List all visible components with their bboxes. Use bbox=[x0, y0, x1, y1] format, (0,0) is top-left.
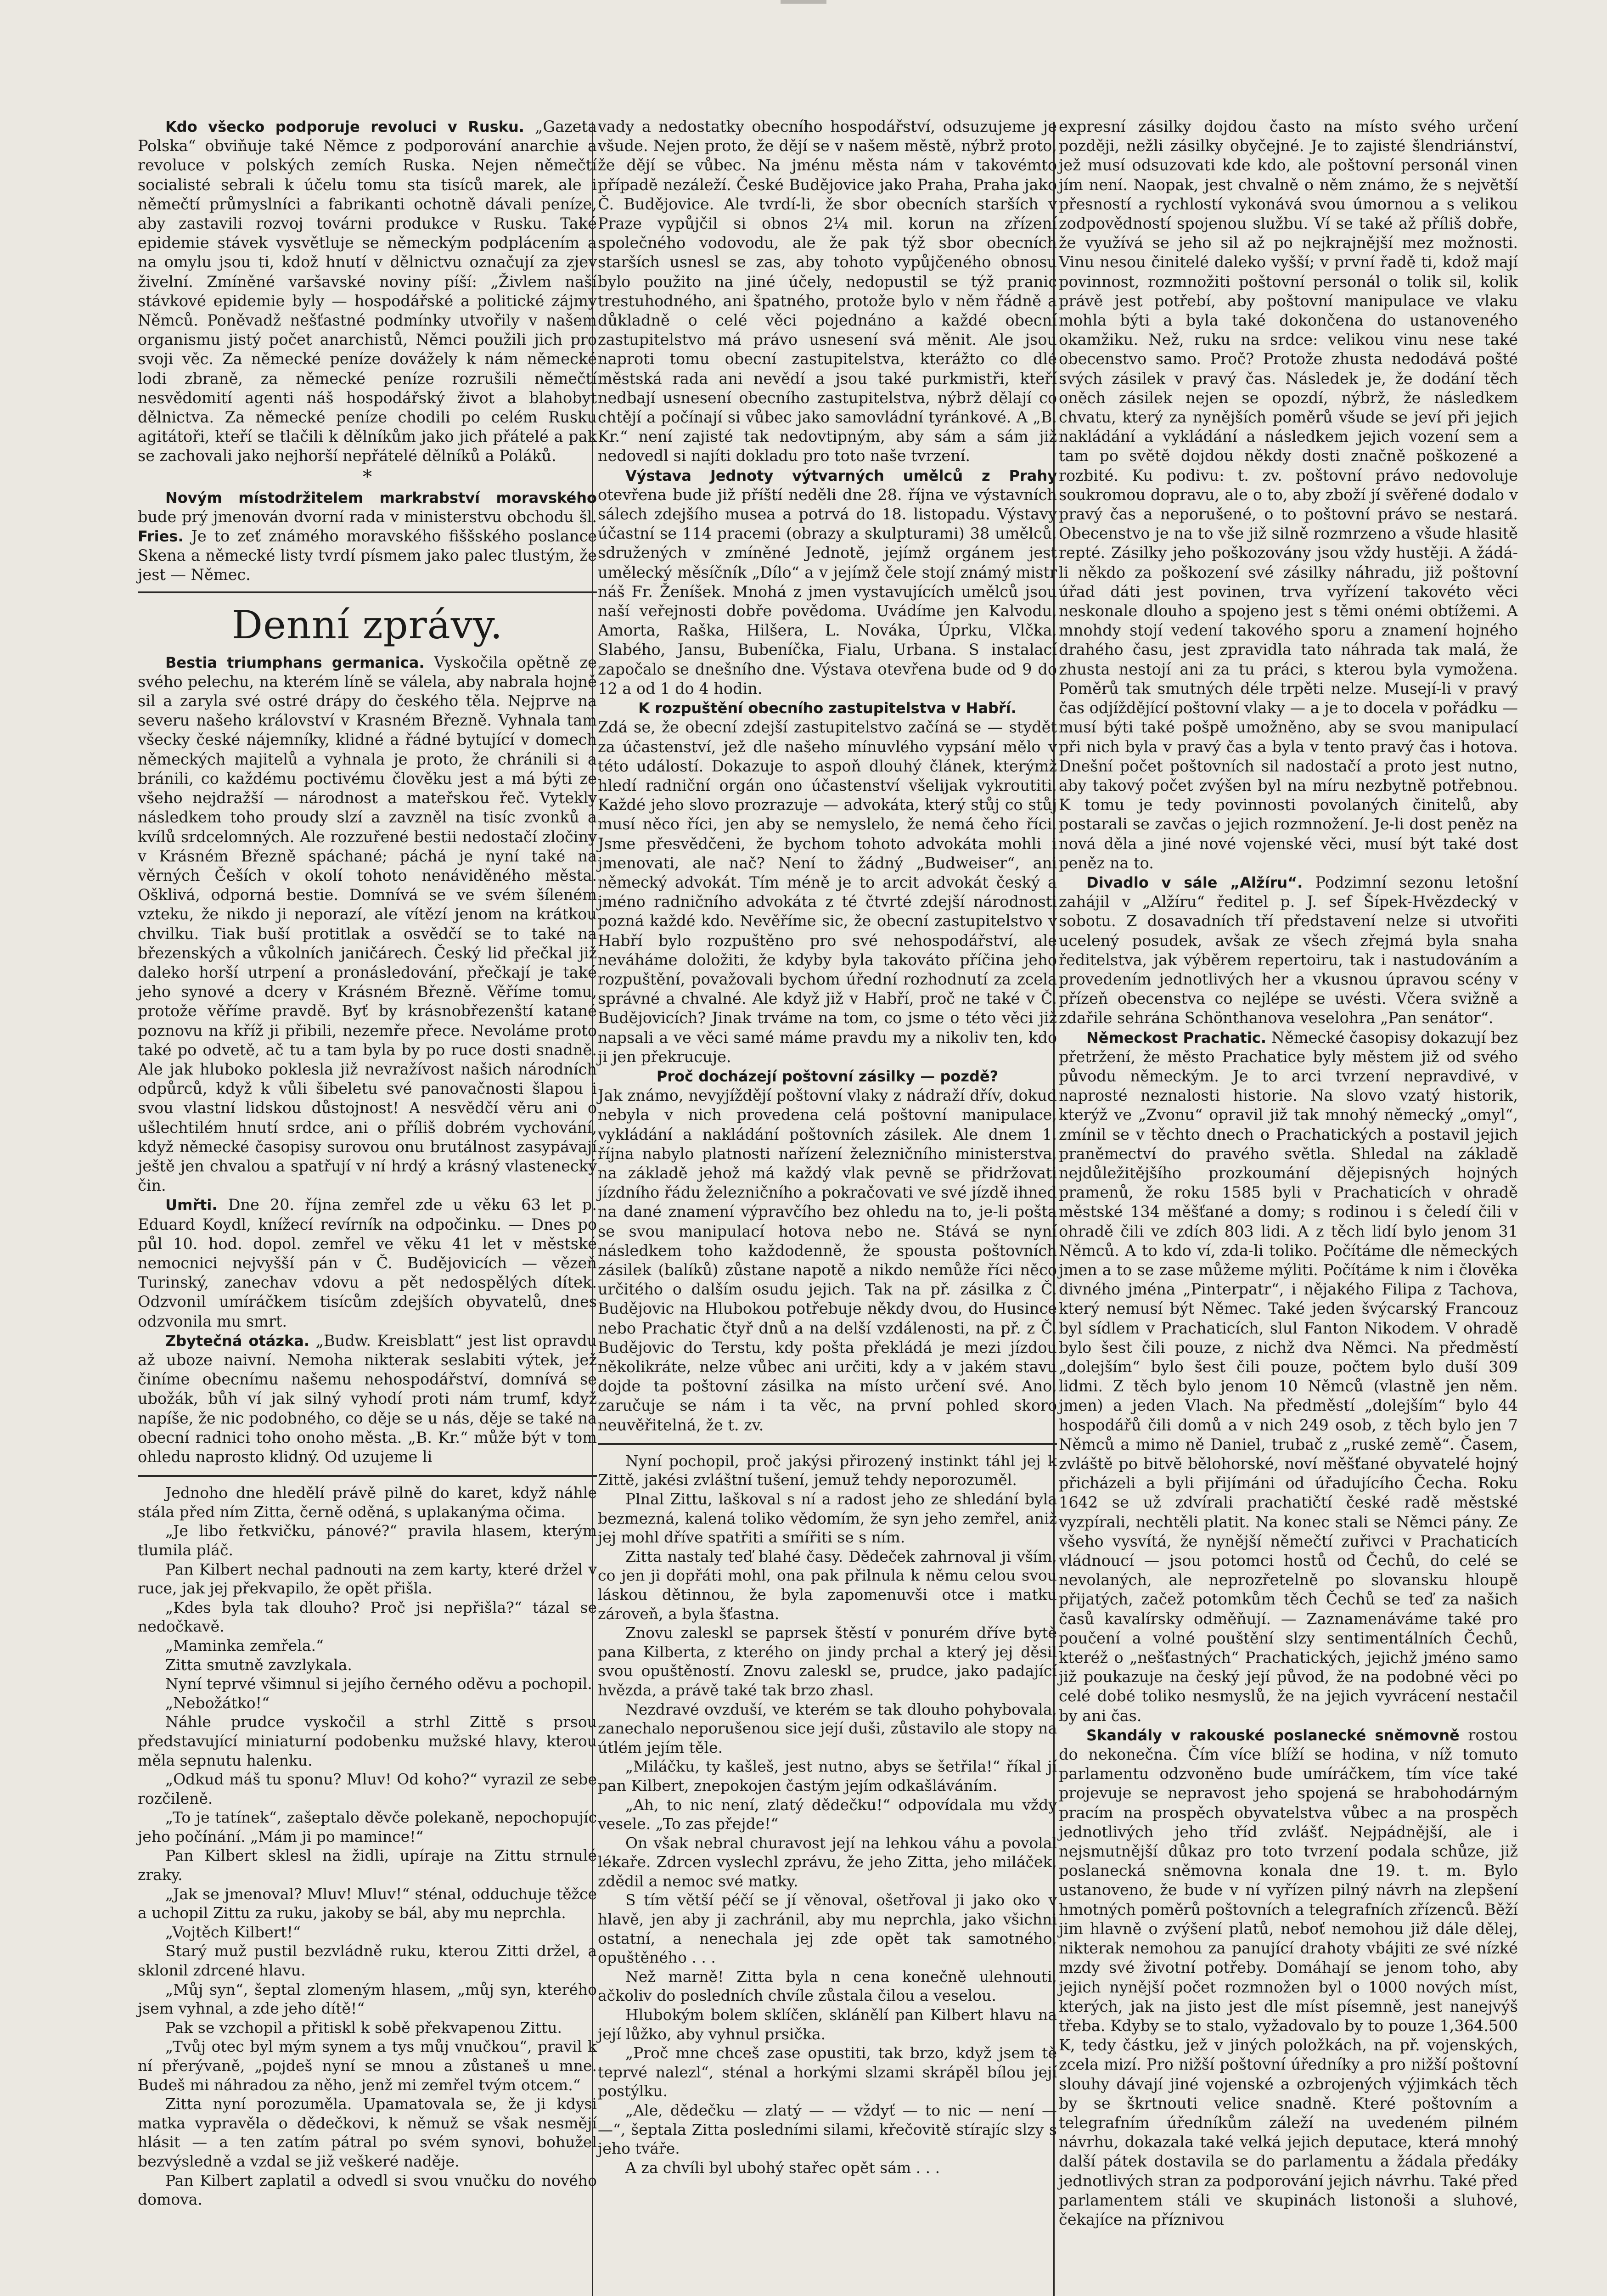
story-paragraph: Než marně! Zitta byla n cena konečně ulehnouti, ačkoliv do posledních chvíle zůstala čilou a veselou. bbox=[598, 1967, 1057, 2005]
article-governor-heading: Novým místodržitelem markrabství moravského bbox=[165, 489, 597, 506]
story-paragraph: „Můj syn“, šeptal zlomeným hlasem, „můj syn, kterého jsem vyhnal, a zde jeho dítě!“ bbox=[138, 1980, 597, 2018]
article-revolution bbox=[138, 117, 597, 466]
article-theatre-heading: Divadlo v sále „Alžíru“. bbox=[1086, 873, 1303, 891]
article-deaths bbox=[138, 1195, 597, 1331]
story-paragraph: „Nebožátko!“ bbox=[165, 1694, 270, 1712]
article-scandals bbox=[1059, 1726, 1518, 2229]
story-paragraph: Pak se vzchopil a přitiskl k sobě překvapenou Zittu. bbox=[165, 2018, 562, 2037]
article-habri-body: Zdá se, že obecní zdejší zastupitelstvo začíná se — stydět za účastenství, jež dle našeho mínuvlého vypsání mělo v této událostí. Dokazuje to aspoň dlouhý článek, kterýmž hledí radniční orgán ono účastenství všelijak vykroutiti. Každé jeho slovo prozrazuje — advokáta, který stůj co stůj musí něco říci, jen aby se nemyslelo, že nemá čeho říci. Jsme přesvědčeni, že bychom tohoto advokáta mohli i jmenovati, ale nač? Není to žádný „Budweiser“, ani německý advokát. Tím méně je to arcit advokát český a jméno radničního advokáta z té čtvrté zdejší národnosti pozná každé kdo. Nevěříme sic, že obecní zastupitelstvo v Habří bylo rozpuštěno pro své nehospodářství, ale neváháme doložiti, že kdyby byla takováto příčina jeho rozpuštění, považovali bychom úřední rozhodnutí za zcela správné a chvalné. Ale když již v Habří, proč ne také v Č. Budějovicích? Jinak trváme na tom, co jsme o této věci již napsali a ve věci samé máme pravdu my a nikoliv ten, kdo ji jen překrucuje. bbox=[598, 718, 1057, 1066]
article-question bbox=[138, 1331, 597, 1467]
article-bestia-heading: Bestia triumphans germanica. bbox=[165, 653, 425, 671]
page-edge-mark bbox=[781, 0, 826, 4]
feuilleton-part-2 bbox=[598, 1452, 1057, 2178]
article-question-continued: vady a nedostatky obecního hospodářství, odsuzujeme je všude. Nejen proto, že dějí se v našem městě, nýbrž proto, že dějí se vůbec. Na jménu města nám v takovémto případě nezáleží. České Budějovice jako Praha, Praha jako Č. Budějovice. Ale tvrdí-li, že sbor obecních starších v Praze vypůjčil si obnos 2¼ mil. korun na zřízení společného vodovodu, ale že pak týž sbor obecních starších usnesl se zas, aby tohoto vypůjčeného obnosu bylo použito na jiné účely, nedopustil se týž pranic trestuhodného, ani špatného, protože bylo v něm řádně a důkladně o celé věci pojednáno a každé obecní zastupitelstvo má právo usnesení svá měnit. Ale jsou naproti tomu obecní zastupitelstva, kterážto co dlé městská rada ani nevědí a jsou také purkmistři, kteří nedbají usnesení obecního zastupitelstva, nýbrž dělají co chtějí a počínají si vůbec jako samovládní tyránkové. A „B. Kr.“ není zajisté tak nedovtipným, aby sám a sám již nedovedl si najíti dokladu pro toto naše tvrzení. bbox=[598, 118, 1057, 465]
article-deaths-heading: Umřti. bbox=[165, 1196, 218, 1214]
article-post-heading-wrap bbox=[598, 1067, 1057, 1086]
story-paragraph: S tím větší péčí se jí věnoval, ošetřoval ji jako oko v hlavě, jen aby ji zachránil, aby mu neprchla, jako všichni ostatní, a nenechala jej zde opět tak samotného, opuštěného . . . bbox=[598, 1891, 1057, 1967]
article-theatre bbox=[1059, 873, 1518, 1028]
article-governor-rest: Je to zeť známého moravského fiššského poslance Skena a německé listy tvrdí písmem jako palec tlustým, že jest — Němec. bbox=[138, 527, 597, 584]
article-habri-heading-wrap bbox=[598, 698, 1057, 718]
article-bestia-body: Vyskočila opětně ze svého pelechu, na kterém líně se válela, aby nabrala hojně sil a zaryla své ostré drápy do českého těla. Nejprve na severu našeho království v Krasném Březně. Vyhnala tam všecky české nájemníky, klidné a řádné bytující v domech německých majitelů a vyhnala je proto, že chránili si a bránili, co každému poctivému člověku jest a má býti ze všeho nejdražší — národnost a mateřskou řeč. Vytekly následkem toho proudy slzí a zavzněl na tisíc zvonků a kvílů srdcelomných. Ale rozzuřené bestii nedostačí zločiny v Krásném Březně spáchané; páchá je nyní také na věrných Češích v okolí tohoto nenáviděného města. Ošklivá, odporná bestie. Domnívá se ve svém šíleném vzteku, že nikdo ji neporazí, ale vítězí jenom na krátkou chvilku. Tiak buší protitlak a osvědčí se to také na březenských a vůkolních janičárech. Český lid přečkal již daleko horší utrpení a pronásledování, přečkají je také jeho synové a dcery v Krásném Březně. Věříme tomu, protože věříme pravdě. Byť by krásnobřezenští katané poznovu na kříž ji přibili, nezemře přece. Nevoláme proto také po odvetě, ač tu a tam byla by po ruce dosti snadně. Ale jak hluboko poklesla již nevražívost našich národních odpůrců, když k vůli šibeletu své panovačnosti šlapou i svou vlastní lidskou důstojnost! A nesvědčí věru ani o ušlechtilém hnutí srdce, ani o příliš dobrém vychování, když německé časopisy surovou onu brutálnost zasypávají ještě jen chvalou a spatřují v ní hrdý a krásný vlastenecký čin. bbox=[138, 653, 597, 1195]
story-paragraph: Nyní pochopil, proč jakýsi přirozený instinkt táhl jej k Zittě, jakési zvláštní tušení, jemuž tehdy neporozuměl. bbox=[598, 1452, 1057, 1489]
article-bestia bbox=[138, 653, 597, 1196]
article-prachatice-heading: Německost Prachatic. bbox=[1086, 1029, 1267, 1047]
article-exhibition bbox=[598, 466, 1057, 698]
story-paragraph: Zitta smutně zavzlykala. bbox=[165, 1655, 352, 1674]
story-paragraph: Znovu zaleskl se paprsek štěstí v ponurém dříve bytě pana Kilberta, z kterého on jindy prchal a který jej děsil svou opuštěností. Znovu zaleskl se, prudce, jako padající hvězda, a právě také tak brzo zhasl. bbox=[598, 1624, 1057, 1699]
article-governor-name: Fries. bbox=[138, 528, 184, 546]
story-paragraph: Zitta nastaly teď blahé časy. Dědeček zahrnoval ji vším, co jen ji dopřáti mohl, ona pak přilnula k němu celou svou láskou dětinnou, že byla zapomenuvši otce i matku zároveň, a byla šťastna. bbox=[598, 1547, 1057, 1623]
story-paragraph: „Tvůj otec byl mým synem a tys můj vnučkou“, pravil k ní přerývaně, „pojdeš nyní se mnou a zůstaneš u mne. Budeš mi náhradou za něho, jenž mi zemřel tvým otcem.“ bbox=[138, 2037, 597, 2094]
article-question-body: „Budw. Kreisblatt“ jest list opravdu až uboze naivní. Nemoha nikterak seslabiti výtek, jež činíme obecnímu našemu nehospodářství, domnívá se ubožák, bůh ví jak silný vyhodí proti nám trumf, když napíše, že nic podobného, co děje se u nás, děje se také na obecní radnici toho onoho města. „B. Kr.“ může být v tom ohledu naprosto klidný. Od uzujeme li bbox=[138, 1331, 597, 1466]
article-post-heading: Proč docházejí poštovní zásilky — pozdě? bbox=[656, 1067, 999, 1085]
article-exhibition-heading: Výstava Jednoty výtvarných umělců z Prahy bbox=[625, 467, 1057, 484]
story-paragraph: „Maminka zemřela.“ bbox=[165, 1636, 324, 1654]
section-title: Denní zprávy. bbox=[231, 602, 503, 647]
story-paragraph: Pan Kilbert zaplatil a odvedl si svou vnučku do nového domova. bbox=[138, 2171, 597, 2209]
story-paragraph: Pan Kilbert nechal padnouti na zem karty, které držel v ruce, jak jej překvapilo, že opět přišla. bbox=[138, 1560, 597, 1598]
story-paragraph: Jednoho dne hledělí právě pilně do karet, když náhle stála před ním Zitta, černě oděná, s uplakanýma očima. bbox=[138, 1484, 597, 1521]
article-habri-heading: K rozpuštění obecního zastupitelstva v Habří. bbox=[638, 699, 1017, 717]
article-revolution-heading: Kdo všecko podporuje revoluci v Rusku. bbox=[165, 118, 524, 135]
section-star: * bbox=[363, 466, 372, 488]
column-2 bbox=[598, 117, 1057, 2177]
story-paragraph: „Ale, dědečku — zlatý — — vždyť — to nic — není — —“, šeptala Zitta posledními silami, křečovitě stírajíc slzy s jeho tváře. bbox=[598, 2101, 1057, 2158]
story-paragraph: Náhle prudce vyskočil a strhl Zittě s prsou představující miniaturní podobenku mužské hlavy, kterou měla sepnutu halenku. bbox=[138, 1713, 597, 1769]
story-paragraph: Nezdravé ovzduší, ve kterém se tak dlouho pohybovala, zanechalo neporušenou sice její duši, zůstavilo ale stopy na útlém jejím těle. bbox=[598, 1700, 1057, 1756]
story-paragraph: Pan Kilbert sklesl na židli, upíraje na Zittu strnulé zraky. bbox=[138, 1846, 597, 1884]
story-paragraph: „To je tatínek“, zašeptalo děvče polekaně, nepochopujíc jeho počínání. „Mám ji po mamince!“ bbox=[138, 1808, 597, 1846]
story-paragraph: „Proč mne chceš zase opustiti, tak brzo, když jsem tě teprvé nalezl“, sténal a horkými slzami skrápěl bílou její postýlku. bbox=[598, 2044, 1057, 2100]
story-paragraph: „Odkud máš tu sponu? Mluv! Od koho?“ vyrazil ze sebe rozčileně. bbox=[138, 1770, 597, 1807]
story-paragraph: A za chvíli byl ubohý stařec opět sám . . . bbox=[625, 2158, 940, 2177]
article-exhibition-body: otevřena bude již příští neděli dne 28. října ve výstavních sálech zdejšího musea a potrvá do 18. listopadu. Výstavy účastní se 114 pracemi (obrazy a skulpturami) 38 umělců, sdružených v zmíněné Jednotě, jejímž orgánem jest umělecký měsíčník „Dílo“ a v jejímž čele stojí známý mistr náš Fr. Ženíšek. Mnohá z jmen vystavujících umělců jsou naší veřejnosti dobře povědoma. Uvádíme jen Kalvodu, Amorta, Raška, Hilšera, L. Nováka, Úprku, Vlčka, Slabého, Jansu, Bubeníčka, Fialu, Urbana. S instalací započalo se dnešního dne. Výstava otevřena bude od 9 do 12 a od 1 do 4 hodin. bbox=[598, 485, 1057, 698]
story-paragraph: „Ah, to nic není, zlatý dědečku!“ odpovídala mu vždy vesele. „To zas přejde!“ bbox=[598, 1795, 1057, 1833]
feuilleton-rule bbox=[138, 1475, 597, 1477]
article-governor bbox=[138, 488, 597, 585]
story-paragraph: Starý muž pustil bezvládně ruku, kterou Zitti držel, a sklonil zdrcené hlavu. bbox=[138, 1942, 597, 1980]
article-governor-body: bude prý jmenován dvorní rada v ministerstvu obchodu šl. bbox=[138, 507, 597, 526]
feuilleton-part-1 bbox=[138, 1483, 597, 2209]
section-rule bbox=[138, 591, 597, 593]
column-3 bbox=[1059, 117, 1518, 2229]
article-prachatice-body: Německé časopisy dokazují bez přetržení, že město Prachatice byly městem již od svého původu německým. Je to arci tvrzení nepravdivé, v naprosté neznalosti historie. Na slovo vzatý historik, kterýž ve „Zvonu“ opravil již tak mnohý německý „omyl“, zmínil se v těchto dnech o Prachatických a postavil jejich praněmectví do pravého světla. Shledal na základě nejdůležitějšího prozkoumání dějepisných hojných pramenů, že roku 1585 byli v Prachaticích v ohradě městské 134 měšťané a domy; s rodinou i s čeledí čili v ohradě čili ve zdích 803 lidi. A z těch lidí bylo jenom 31 Němců. A to kdo ví, zda-li toliko. Počítáme dle německých jmen a to se zase můžeme mýliti. Počítáme k nim i člověka divného jména „Pinterpatr“, i nějakého Filipa z Tachova, který nemusí být Němec. Také jeden švýcarský Francouz byl sídlem v Prachaticích, slul Fanton Nikodem. V ohradě bylo šest čili pouze, z nichž dva Němci. Na předměstí „dolejším“ bylo šest čili pouze, počtem bylo duší 309 lidmi. Z těch bylo jenom 10 Němců (vlastně jen něm. jmen) a jeden Vlach. Na předměstí „dolejším“ bylo 44 hospodářů čili domů a v nich 249 osob, z těch bylo jen 7 Němců a mimo ně Daniel, trubač z „ruské země“. Časem, zvláště po bitvě bělohorské, noví měšťané obyvatelé hojný přicházeli a byli přijímáni od úřadujícího Čecha. Roku 1642 se už zdvírali prachatičtí české radě městské vyzpírali, nechtěli platit. Na konec stali se Němci pány. Ze všeho vysvítá, že nynější němečtí zuřivci v Prachaticích vládnoucí — jsou potomci hostů od Čechů, do celé se nevolaných, ale neprozřetelně po slovansku hloupě přijatých, začež potomkům těch Čechů se teď za našich časů kavalírsky odměňují. — Zaznamenáváme také pro poučení a volné pouštění slzy sentimentálních Čechů, kteréž o „nešťastných“ Prachatických, jejichž jméno samo již poukazuje na český její původ, že na podobné věci po celé dobé toliko nesmyslů, že na jejich vyvrácení nestačil by ani čas. bbox=[1059, 1028, 1518, 1725]
article-question-heading: Zbytečná otázka. bbox=[165, 1332, 309, 1350]
article-post-body: Jak známo, nevyjíždějí poštovní vlaky z nádraží dřív, dokud nebyla v nich provedena celá poštovní manipulace, vykládání a nakládání poštovních zásilek. Ale dnem 1. října nabylo platnosti nařízení železničního ministerstva, na základě jehož má každý vlak pevně se přidržovati jízdního řádu železničního a pokračovati ve své jízdě ihned na dané znamení výpravčího bez ohledu na to, je-li pošta se svou manipulací hotova nebo ne. Stává se nyní následkem toho každodenně, že spousta poštovních zásilek (balíků) zůstane napotě a nikdo nemůže říci něco určitého o dalším osudu jejich. Tak na př. zásilka z Č. Budějovic na Hlubokou potřebuje někdy dvou, do Husince nebo Prachatic čtyř dnů a na delší vzdálenosti, na př. z Č. Budějovic do Terstu, kdy pošta překládá je mezi jízdou několikráte, nelze vůbec ani určiti, kdy a v jakém stavu dojde ta poštovní zásilka na místo určení své. Ano, zaručuje se nám i ta věc, na první pohled skoro neuvěřitelná, že t. zv. bbox=[598, 1086, 1057, 1434]
story-paragraph: Nyní teprvé všimnul si jejího černého oděvu a pochopil. bbox=[165, 1675, 592, 1693]
story-paragraph: Plnal Zittu, laškoval s ní a radost jeho ze shledání byla bezmezná, kalená toliko vědomím, že syn jeho zemřel, aniž jej mohl dříve spatřiti a smířiti se s ním. bbox=[598, 1490, 1057, 1547]
column-1 bbox=[138, 117, 597, 2209]
story-paragraph: „Vojtěch Kilbert!“ bbox=[165, 1923, 301, 1941]
article-post-continued: expresní zásilky dojdou často na místo svého určení později, nežli zásilky obyčejné. Je to zajisté šlendriánství, jež musí odsuzovati kde kdo, ale poštovní personál vinen jím není. Naopak, jest chvalně o něm známo, že s největší přesností a rychlostí vykonává svou úmornou a s velikou zodpovědností spojenou službu. Ví se také až příliš dobře, že využívá se jeho sil až po nejkrajnější mez možnosti. Vinu nesou činitelé daleko vyšší; v první řadě ti, kdož mají povinnost, rozmnožiti poštovní personál o tolik sil, kolik právě jest potřebí, aby poštovní manipulace ve vlaku mohla býti a byla také dokončena do ustanoveného okamžiku. Než, ruku na srdce: velikou vinu nese také obecenstvo samo. Proč? Protože zhusta nedodává pošté svých zásilek v pravý čas. Následek je, že dodání těch oněch zásilek nejen se opozdí, nýbrž, že následkem chvatu, který za nynějších poměrů všude se jeví při jejich nakládání a vykládání a následkem jejich vození sem a tam po světě dojdou někdy dosti značně poškozené a rozbité. Ku podivu: t. zv. poštovní právo nedovoluje soukromou dopravu, ale o to, aby zboží jí svěřené dodalo v pravý čas a neporušené, o to poštovní právo se nestará. Obecenstvo je na to vše již silně rozmrzeno a všude hlasitě repté. Zásilky jeho poškozovány jsou vždy hustěji. A žádá-li někdo za poškození své zásilky náhradu, již poštovní úřad dáti jest povinen, trva vyřízení takovéto věci neskonale dlouho a spojeno jest s těmi onémi obtížemi. A mnohdy stojí vedení takového sporu a znamení hojného drahého času, jest zpravidla tato náhrada tak malá, že zhusta nestojí ani za tu práci, s kterou byla vymožena. Poměrů tak smutných déle trpěti nelze. Musejí-li v pravý čas odjíždějící poštovní vlaky — a je to docela v pořádku — musí býti také pošpě umožněno, aby se svou manipulací při nich byla v pravý čas a byla v tento pravý čas i hotova. Dnešní počet poštovních sil nadostačí a proto jest nutno, aby takový počet zvýšen byl na míru nezbytně potřebnou. K tomu je tedy povinnosti povolaných činitelů, aby postarali se zavčas o jejich rozmnožení. Je-li dost peněz na nová děla a jiné nové vojenské věci, musí být také dost peněz na to. bbox=[1059, 118, 1518, 872]
article-scandals-body: rostou do nekonečna. Čím více blíží se hodina, v níž tomuto parlamentu odzvoněno bude umíráčkem, tím více také projevuje se nepravost jeho spojená se hrabohodárným pracím na prospěch obyvatelstva vůbec a na prospěch jednotlivých jeho tříd zvlášť. Nejpádnější, ale i nejsmutnější důkaz pro toto tvrzení podala schůze, již poslanecká sněmovna konala dne 19. t. m. Bylo ustanoveno, že bude v ní vyřízen pilný návrh na zlepšení hmotných poměrů poštovních a telegrafních zřízenců. Běží jim hlavně o zvýšení platů, neboť nemohou již dále dělej, nikterak nemohou za panující drahoty vbájiti ze své nízké mzdy své životní potřeby. Domáhají se jenom toho, aby jejich nynější počet rozmnožen byl o 1000 nových míst, kterých, jak na jisto jest dle míst písemně, jest nanejvýš třeba. Kdyby se to stalo, vyžadovalo by to pouze 1,364.500 K, tedy částku, jež v jiných položkách, na př. vojenských, zcela mizí. Pro nižší poštovní úředníky a pro nižší poštovní slouhy dávají jiné vojenské a ozbrojených výjimkách těch by se škrtnouti velice snadně. Které poštovním a telegrafním úředníkům záleží na uvedeném pilném návrhu, dokazala také velká jejich deputace, která mnohý další pátek dostavila se do parlamentu a žádala předáky jednotlivých stran za podporování jejich návrhu. Také před parlamentem stáli ve skupinách listonoši a sluhové, čekajíce na příznivou bbox=[1059, 1726, 1518, 2228]
article-revolution-body: „Gazeta Polska“ obviňuje také Němce z podporování anarchie a revoluce v polských zemích Ruska. Nejen němečtí socialisté sebrali k účelu tomu sta tisíců marek, ale i němečtí průmyslníci a fabrikanti ochotně dávali peníze, aby zastavili rozvoj továrni produkce v Rusku. Také epidemie stávek vysvětluje se německým podplácením a na omylu jsou ti, kdož hnutí v dělnictvu označují za zjev živelní. Zmíněné varšavské noviny píší: „Živlem naší stávkové epidemie byly — hospodářské a politické zájmy Němců. Poněvadž nešťastné podmínky utvořily v našem organismu jistý počet anarchistů, Němci použili jich pro svoji věc. Za německé peníze dovážely k nám německé lodi zbraně, za německé peníze rozrušili němečtí nesvědomití agenti náš hospodářský život a blahobyt dělnictva. Za německé peníze chodili po celém Rusku agitátoři, kteří se tlačili k dělníkům jako jich přátelé a pak se zachovali jako nejhorší nepřátelé dělníků a Poláků. bbox=[138, 118, 597, 465]
article-theatre-body: Podzimní sezonu letošní zahájil v „Alžíru“ ředitel p. J. sef Šípek-Hvězdecký v sobotu. Z dosavadních tří představení nelze si utvořiti ucelený posudek, avšak ze všech zřejmá byla snaha ředitelstva, jak výběrem repertoiru, tak i nastudováním a provedením jednotlivých her a vkusnou úpravou scény v přízeň obecenstva co nejlépe se uvésti. Včera svižně a zdařile sehrána Schönthanova veselohra „Pan senátor“. bbox=[1059, 873, 1518, 1027]
story-paragraph: „Je libo řetkvičku, pánové?“ pravila hlasem, kterým tlumila pláč. bbox=[138, 1522, 597, 1559]
feuilleton-rule bbox=[598, 1443, 1057, 1445]
article-deaths-body: Dne 20. října zemřel zde u věku 63 let p. Eduard Koydl, knížecí revírník na odpočinku. — Dnes po půl 10. hod. dopol. zemřel ve věku 41 let v městské nemocnici nejvyšší pán v Č. Budějovicích — vězeň Turinský, zanechav vdovu a pět nedospělých dítek. Odzvonil umíráčkem tisícům zdejších obyvatelů, dnes odzvonila mu smrt. bbox=[138, 1196, 597, 1330]
article-scandals-heading: Skandály v rakouské poslanecké sněmovně bbox=[1086, 1726, 1460, 1744]
article-prachatice bbox=[1059, 1028, 1518, 1726]
story-paragraph: „Jak se jmenoval? Mluv! Mluv!“ sténal, odduchuje těžce a uchopil Zittu za ruku, jakoby se bál, aby mu neprchla. bbox=[138, 1885, 597, 1922]
story-paragraph: On však nebral churavost její na lehkou váhu a povolal lékaře. Zdrcen vyslechl zprávu, že jeho Zitta, jeho miláček, zdědil a nemoc své matky. bbox=[598, 1834, 1057, 1890]
story-paragraph: Hlubokým bolem sklíčen, sklánělí pan Kilbert hlavu na její lůžko, aby vyhnul prsička. bbox=[598, 2006, 1057, 2043]
story-paragraph: „Kdes byla tak dlouho? Proč jsi nepřišla?“ tázal se nedočkavě. bbox=[138, 1598, 597, 1636]
story-paragraph: Zitta nyní porozuměla. Upamatovala se, že ji kdysi matka vypravěla o dědečkovi, k němuž se však nesmějí hlásit — a ten zatím pátral po svém synovi, bohužel bezvýsledně a vzdal se již veškeré naděje. bbox=[138, 2095, 597, 2170]
story-paragraph: „Miláčku, ty kašleš, jest nutno, abys se šetřila!“ říkal jí pan Kilbert, znepokojen častým jejím odkašláváním. bbox=[598, 1757, 1057, 1795]
